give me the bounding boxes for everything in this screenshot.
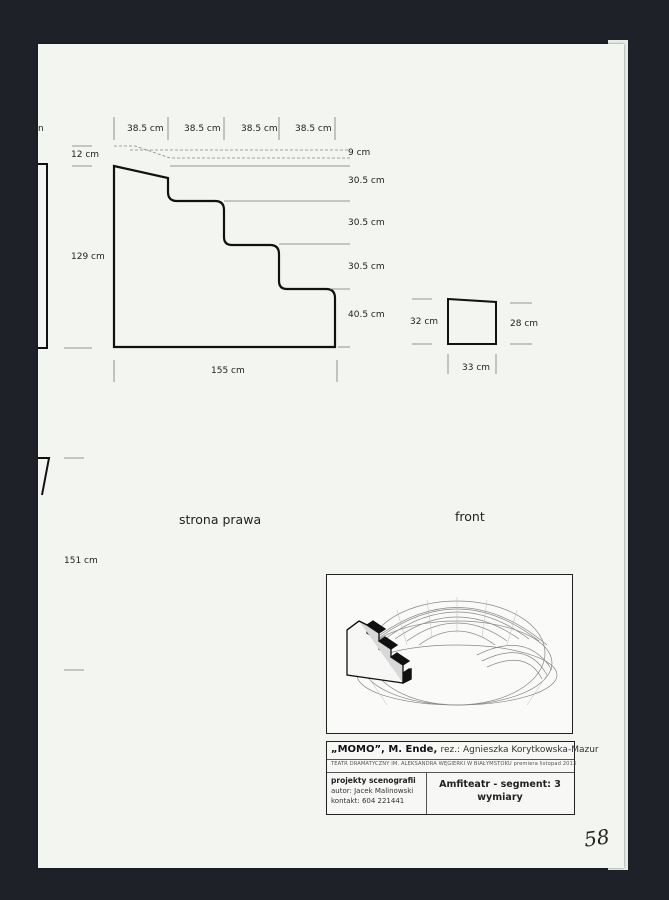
top-width-1: 38.5 cm: [127, 124, 164, 134]
title-row: [327, 742, 599, 760]
play-title: „MOMO”, M. Ende,: [331, 744, 438, 755]
front-view-title: front: [455, 509, 485, 524]
step-height-3: 30.5 cm: [348, 262, 385, 272]
top-width-3: 38.5 cm: [241, 124, 278, 134]
right-side-view-title: strona prawa: [179, 512, 262, 527]
page-number: 58: [582, 824, 611, 852]
projects-cell: [327, 772, 427, 814]
step-height-2: 30.5 cm: [348, 218, 385, 228]
total-height: 129 cm: [71, 252, 105, 262]
front-left-height: 32 cm: [410, 317, 439, 327]
front-width: 33 cm: [462, 363, 491, 373]
right-side-profile: [114, 166, 335, 347]
cropped-left-shape-top: [38, 164, 47, 348]
front-right-height: 28 cm: [510, 319, 539, 329]
theatre-info: TEATR DRAMATYCZNY IM. ALEKSANDRA WĘGIERKI W BIAŁYMSTOKU premiera listopad 2013: [331, 761, 577, 767]
top-width-4: 38.5 cm: [295, 124, 332, 134]
top-width-2: 38.5 cm: [184, 124, 221, 134]
theatre-row: [327, 759, 577, 773]
tall-height: 151 cm: [64, 556, 98, 566]
step-height-4: 40.5 cm: [348, 310, 385, 320]
segment-title: Amfiteatr - segment: 3: [439, 779, 561, 790]
author: autor: Jacek Malinowski: [331, 787, 414, 795]
front-view-shape: [448, 299, 496, 344]
director: rez.: Agnieszka Korytkowska-Mazur: [440, 745, 599, 755]
title-block: [326, 741, 599, 815]
contact: kontakt: 604 221441: [331, 797, 405, 805]
top-left-height: 12 cm: [71, 150, 100, 160]
amphitheatre-sketch: [327, 575, 572, 733]
top-dashed-lines: [114, 146, 350, 158]
cropped-label-fragment: n: [38, 124, 44, 134]
top-right-offset: 9 cm: [348, 148, 371, 158]
projects-label: projekty scenografii: [331, 776, 416, 785]
amphitheatre-preview: [326, 574, 573, 734]
highlighted-segment: [347, 621, 411, 683]
cropped-left-shape-bottom: [38, 458, 49, 495]
total-width: 155 cm: [211, 366, 245, 376]
segment-cell: [426, 772, 574, 814]
segment-subtitle: wymiary: [477, 792, 523, 803]
step-height-1: 30.5 cm: [348, 176, 385, 186]
